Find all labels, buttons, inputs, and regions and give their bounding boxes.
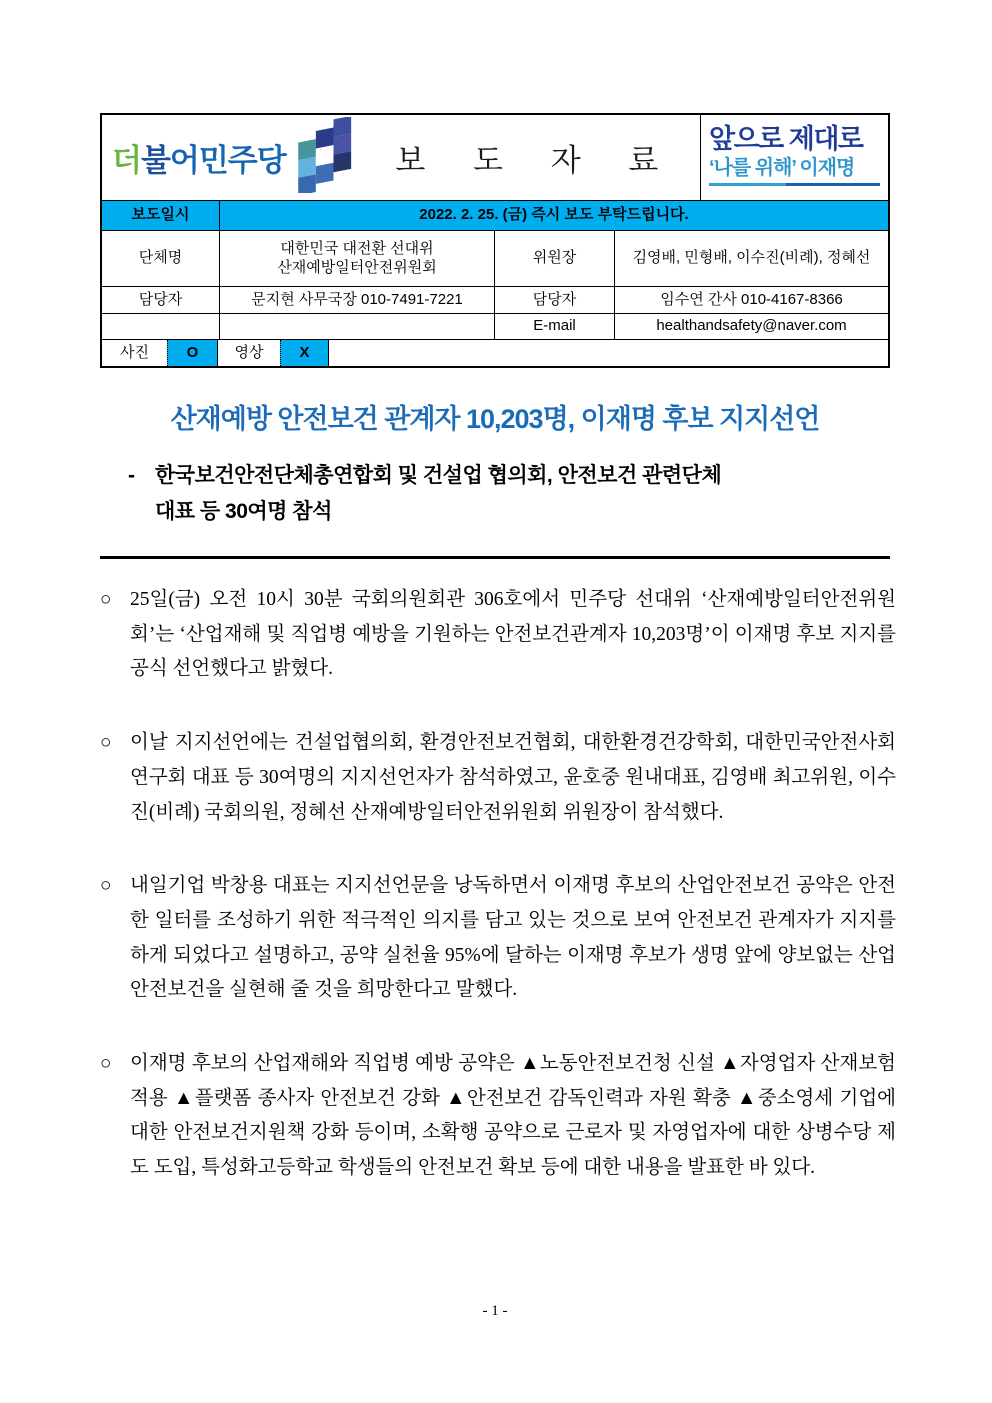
party-logo-text (112, 135, 286, 180)
paragraph-2-text: 이날 지지선언에는 건설업협의회, 환경안전보건협회, 대한환경건강학회, 대한민국안전사회연구회 대표 등 30여명의 지지선언자가 참석하였고, 윤호중 원내대표, 김영배 최고위원, 이수진(비례) 국회의원, 정혜선 산재예방일터안전위원회 위원장이 참석했다. (130, 732, 896, 823)
party-flag-icon (288, 117, 360, 193)
organization-row (102, 230, 888, 286)
paragraph-2-bullet: ○ (100, 732, 112, 754)
campaign-slogan-box (700, 115, 888, 200)
release-date-label: 보도일시 (102, 201, 219, 230)
press-release-subtitle (128, 458, 890, 530)
press-info-table (100, 113, 890, 368)
chair-value: 김영배, 민형배, 이수진(비례), 정혜선 (614, 231, 888, 286)
brand-row (102, 115, 888, 200)
contact2-label: 담당자 (494, 287, 614, 313)
org-label: 단체명 (138, 249, 183, 267)
brand-left-area (102, 115, 700, 200)
video-flag: X (280, 340, 328, 366)
media-row (102, 339, 888, 366)
org-line2: 산재예방일터안전위원회 (277, 258, 437, 276)
paragraph-4 (100, 1047, 896, 1186)
release-date-value: 2022. 2. 25. (금) 즉시 보도 부탁드립니다. (219, 201, 888, 230)
org-value (219, 231, 494, 286)
paragraph-1-bullet: ○ (100, 589, 112, 610)
paragraph-1-text: 25일(금) 오전 10시 30분 국회의원회관 306호에서 민주당 선대위 ‘산재예방일터안전위원회’는 ‘산업재해 및 직업병 예방을 기원하는 안전보건관계자 10,203명’이 이재명 후보 지지를 공식 선언했다고 밝혔다. (130, 589, 896, 680)
logo-text-navy: 불 (140, 143, 170, 178)
paragraph-3 (100, 869, 896, 1008)
email-row-empty1 (102, 314, 219, 339)
subtitle-line2: 대표 등 30여명 참석 (155, 500, 332, 524)
paragraph-3-bullet: ○ (100, 875, 112, 897)
photo-flag: O (167, 340, 217, 366)
party-logo (102, 123, 360, 193)
paragraph-1 (100, 583, 896, 687)
page-number: - 1 - (482, 1303, 508, 1319)
paragraph-4-bullet: ○ (100, 1053, 112, 1075)
doc-type-title: 보 도 자 료 (395, 143, 679, 178)
email-row (102, 313, 888, 339)
slogan-line1: 앞으로 제대로 (709, 123, 863, 154)
subtitle-dash: - (128, 464, 135, 487)
release-date-row (102, 200, 888, 230)
logo-text-green: 더 (112, 143, 141, 178)
email-value: healthandsafety@naver.com (614, 314, 888, 339)
media-row-empty (328, 340, 888, 366)
chair-label: 위원장 (494, 231, 614, 286)
paragraph-4-text: 이재명 후보의 산업재해와 직업병 예방 공약은 ▲노동안전보건청 신설 ▲자영업자 산재보험 적용 ▲플랫폼 종사자 안전보건 강화 ▲안전보건 감독인력과 자원 확충 ▲중소영세 기업에 대한 안전보건지원책 강화 등이며, 소확행 공약으로 근로자 및 자영업자에 대한 상병수당 제도 도입, 특성화고등학교 학생들의 안전보건 확보 등에 대한 내용을 발표한 바 있다. (130, 1053, 896, 1179)
contact-row (102, 286, 888, 313)
contact2-value: 임수연 간사 010-4167-8366 (614, 287, 888, 313)
photo-label: 사진 (120, 343, 149, 361)
org-line1: 대한민국 대전환 선대위 (280, 239, 434, 257)
logo-text-blue: 어민주당 (169, 143, 286, 178)
contact1-label: 담당자 (138, 290, 183, 308)
press-release-body (100, 583, 896, 1225)
paragraph-2 (100, 726, 896, 830)
video-label: 영상 (217, 340, 280, 366)
contact1-value: 문지현 사무국장 010-7491-7221 (219, 287, 494, 313)
subtitle-line1: 한국보건안전단체총연합회 및 건설업 협의회, 안전보건 관련단체 (155, 464, 722, 487)
email-label: E-mail (494, 314, 614, 339)
slogan-underline (709, 183, 880, 186)
slogan-line2: ‘나를 위해’ 이재명 (709, 157, 855, 180)
headline-divider (100, 556, 890, 559)
paragraph-3-text: 내일기업 박창용 대표는 지지선언문을 낭독하면서 이재명 후보의 산업안전보건 공약은 안전한 일터를 조성하기 위한 적극적인 의지를 담고 있는 것으로 보여 안전보건 관계자가 지지를 하게 되었다고 설명하고, 공약 실천율 95%에 달하는 이재명 후보가 생명 앞에 양보없는 산업안전보건을 실현해 줄 것을 희망한다고 말했다. (130, 875, 896, 1001)
email-row-empty2 (219, 314, 494, 339)
press-release-title: 산재예방 안전보건 관계자 10,203명, 이재명 후보 지지선언 (170, 404, 820, 434)
